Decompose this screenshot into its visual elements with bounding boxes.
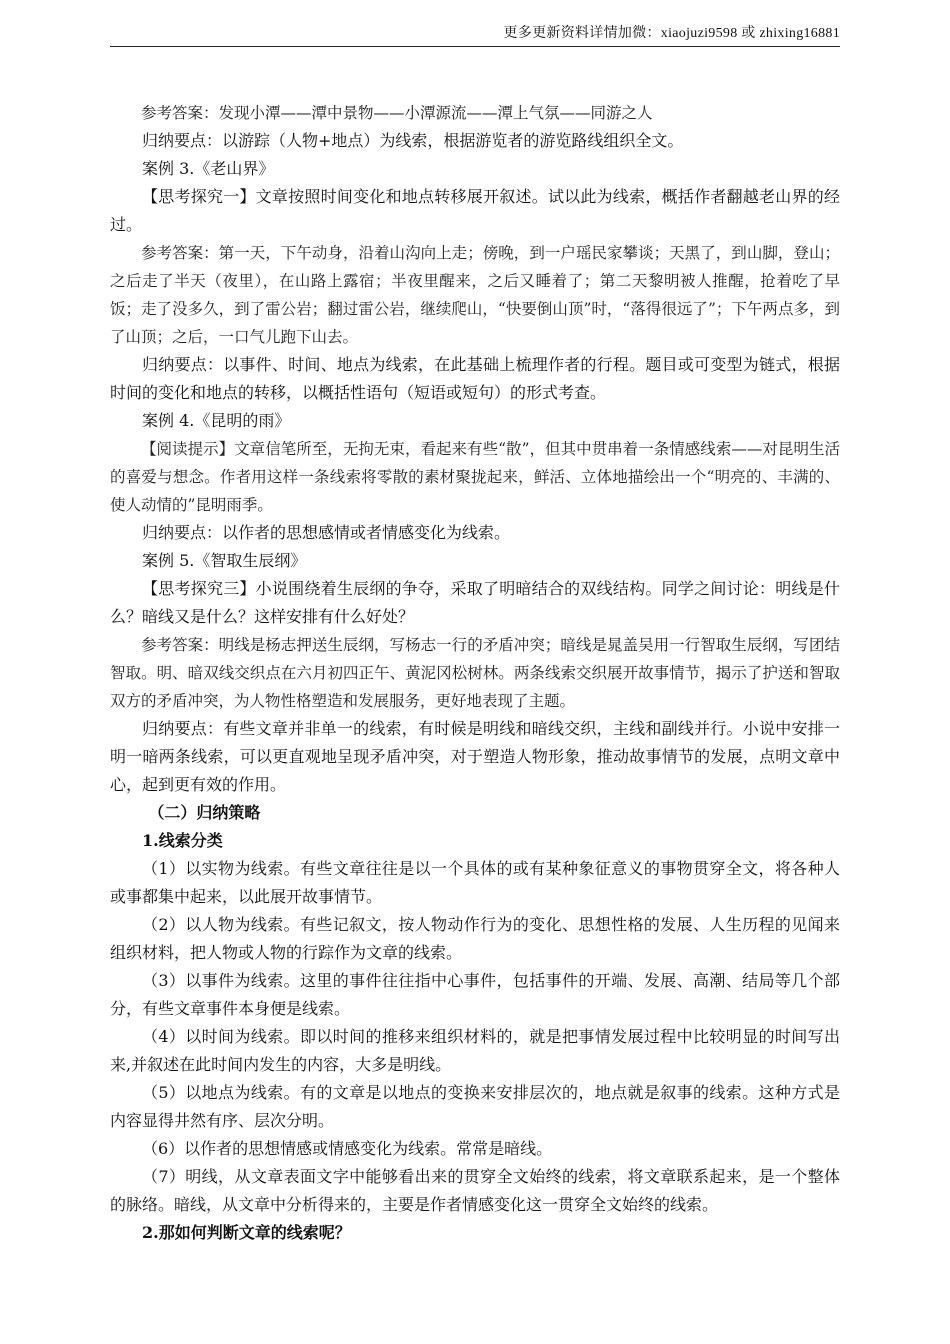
- case-4-summary: 归纳要点：以作者的思想感情或者情感变化为线索。: [142, 523, 511, 542]
- case-3-question: 【思考探究一】文章按照时间变化和地点转移展开叙述。试以此为线索，概括作者翻越老山界的经过。: [110, 187, 840, 234]
- reference-answer-2: 参考答案：发现小潭——潭中景物——小潭源流——潭上气氛——同游之人: [141, 104, 653, 122]
- case-5-summary: 归纳要点：有些文章并非单一的线索，有时候是明线和暗线交织，主线和副线并行。小说中安排一明一暗两条线索，可以更直观地呈现矛盾冲突，对于塑造人物形象，推动故事情节的发展，点明文章中心，起到更有效的作用。: [110, 719, 840, 794]
- clue-type-3: （3）以事件为线索。这里的事件往往指中心事件，包括事件的开端、发展、高潮、结局等几个部分，有些文章事件本身便是线索。: [110, 971, 840, 1018]
- case-5-question: 【思考探究三】小说围绕着生辰纲的争夺，采取了明暗结合的双线结构。同学之间讨论：明线是什么？暗线又是什么？这样安排有什么好处？: [110, 579, 840, 626]
- summary-point-2: 归纳要点：以游踪（人物+地点）为线索，根据游览者的游览路线组织全文。: [142, 131, 684, 150]
- header-divider: [110, 46, 840, 47]
- case-5-answer: 参考答案：明线是杨志押送生辰纲，写杨志一行的矛盾冲突；暗线是晁盖吴用一行智取生辰纲，写团结智取。明、暗双线交织点在六月初四正午、黄泥冈松树林。两条线索交织展开故事情节，揭示了护送和智取双方的矛盾冲突，为人物性格塑造和发展服务，更好地表现了主题。: [110, 636, 840, 710]
- clue-type-6: （6）以作者的思想情感或情感变化为线索。常常是暗线。: [142, 1139, 553, 1158]
- subheading-clue-types: 1.线索分类: [142, 831, 223, 850]
- clue-type-7: （7）明线，从文章表面文字中能够看出来的贯穿全文始终的线索，将文章联系起来，是一个整体的脉络。暗线，从文章中分析得来的，主要是作者情感变化这一贯穿全文始终的线索。: [110, 1167, 840, 1214]
- clue-type-5: （5）以地点为线索。有的文章是以地点的变换来安排层次的，地点就是叙事的线索。这种方式是内容显得井然有序、层次分明。: [110, 1083, 840, 1130]
- case-3-summary: 归纳要点：以事件、时间、地点为线索，在此基础上梳理作者的行程。题目或可变型为链式，根据时间的变化和地点的转移，以概括性语句（短语或短句）的形式考查。: [110, 355, 840, 402]
- page-header: 更多更新资料详情加微：xiaojuzi9598 或 zhixing16881: [503, 26, 840, 41]
- section-heading-strategy: （二）归纳策略: [148, 803, 261, 822]
- case-4-title: 案例 4.《昆明的雨》: [142, 411, 291, 430]
- clue-type-1: （1）以实物为线索。有些文章往往是以一个具体的或有某种象征意义的事物贯穿全文，将各种人或事都集中起来，以此展开故事情节。: [110, 859, 840, 906]
- clue-type-2: （2）以人物为线索。有些记叙文，按人物动作行为的变化、思想性格的发展、人生历程的见闻来组织材料，把人物或人物的行踪作为文章的线索。: [110, 915, 840, 962]
- case-3-answer: 参考答案：第一天，下午动身，沿着山沟向上走；傍晚，到一户瑶民家攀谈；天黑了，到山脚，登山；之后走了半天（夜里），在山路上露宿；半夜里醒来，之后又睡着了；第二天黎明被人推醒，抢着吃了早饭；走了没多久，到了雷公岩；翻过雷公岩，继续爬山，“快要倒山顶”时，“落得很远了”；下午两点多，到了山顶；之后，一口气儿跑下山去。: [110, 244, 840, 346]
- document-body: [110, 99, 840, 1247]
- case-5-title: 案例 5.《智取生辰纲》: [142, 551, 307, 570]
- subheading-how-to-judge: 2.那如何判断文章的线索呢？: [142, 1223, 351, 1242]
- clue-type-4: （4）以时间为线索。即以时间的推移来组织材料的，就是把事情发展过程中比较明显的时间写出来,并叙述在此时间内发生的内容，大多是明线。: [110, 1027, 840, 1074]
- case-4-reading-tip: 【阅读提示】文章信笔所至，无拘无束，看起来有些“散”，但其中贯串着一条情感线索——对昆明生活的喜爱与想念。作者用这样一条线索将零散的素材聚拢起来，鲜活、立体地描绘出一个“明亮的、丰满的、使人动情的”昆明雨季。: [110, 440, 840, 514]
- case-3-title: 案例 3.《老山界》: [142, 159, 275, 178]
